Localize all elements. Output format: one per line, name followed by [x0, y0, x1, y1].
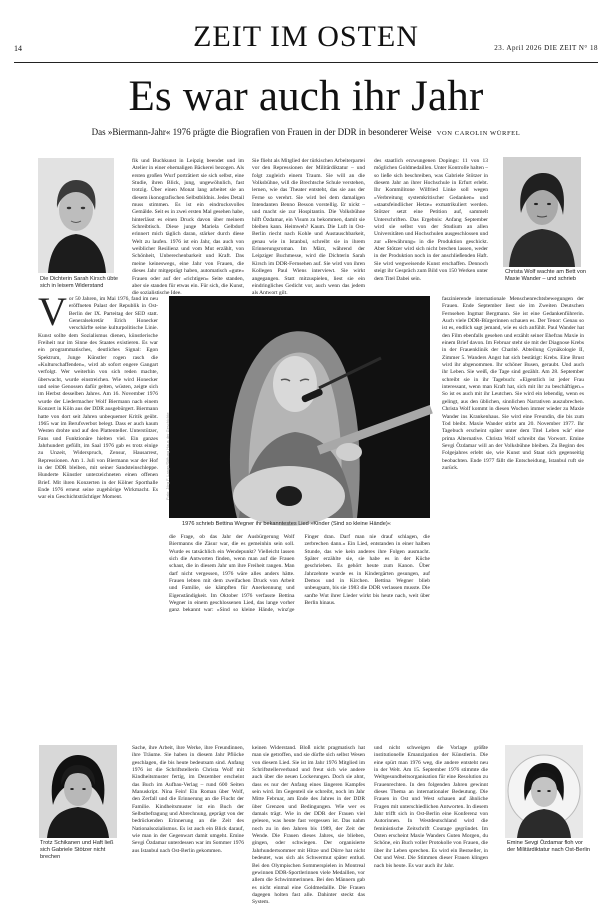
photo-bettina-wegner — [169, 296, 430, 518]
drop-cap: V — [38, 289, 67, 334]
paragraph: fik und Buchkunst in Leipzig beendet und im Atelier in einer ehemaligen Bäckerei bezogen. Als ersten großen Wurf porträtiert sie sich selbst, eine Studie, ihren Blick, jung, ungewöhnlich, fast trotzig. Über einen Monat lang arbeitet sie an diesem ikonografischen Selbstbildnis. Jedes Detail muss stimmen. Es ist ein eindrucksvolles Gemälde. Seit es in zwei ersten Mal gesehen habe, hinterlässt es einen Druck davon über meinem Schreibtisch. Diese junge Mariela Gelbdorf erinnert mich täglich daran, stärker durch diese Welt zu laufen. 1976 ist ein Jahr, das auch von weiblicher Resilienz und vom Mut erzählt, von Schönheit, Unberechenbarkeit und Kraft. Das meine keineswegs, eine Jahr von Frauen, die dieses Jahr mitgeprägt haben, automatisch »gute« Frauen oder auf der »richtigen« Seite standen, aber sie standen für etwas ein. Für sich, die Kunst, die sozialistische Idee. — [132, 158, 244, 297]
paragraph: Sie flieht als Mitglied der türkischen Arbeiterpartei vor den Repressionen der Militärdiktatur – und folgt zugleich einem Traum. Sie will an die Volksbühne, will die Brechtsche Schule verstehen, lernen, wie das Theater entsteht, das sie aus der Ferne so verehrt. Sie wird bei dem damaligen Intendanten Benno Besson vorstellig. Er nickt – und macht sie zur Hospitantin. Die Volksbühne hilft Özdamar, ein Visum zu bekommen, damit sie bleiben kann. Heimweh? Kaum. Die Luft in Ost-Berlin riecht nach Kohle und Austauschbarkeit, genau wie in Istanbul, schreibt sie in ihrem Erinnerungsroman. Im März, während der Leipziger Buchmesse, wird die Dichterin Sarah Kirsch im DDR-Fernsehen auf. Sie wird von ihren Kollegen Paul Wiens interviewt. Sie wirkt angegangen. Statt mitzuspielen, liest sie ein eindringliches Gedicht vor, auch wenn das jedem als Antwort gilt. — [252, 158, 365, 297]
text-column-bottom-1 — [132, 745, 244, 861]
headline: Es war auch ihr Jahr — [128, 73, 484, 120]
section-title: ZEIT IM OSTEN — [193, 20, 419, 53]
portrait-sarah-kirsch — [38, 158, 114, 273]
portrait-gabriele-stoetzer — [39, 745, 117, 838]
paragraph: die Frage, ob das Jahr der Ausbürgerung Wolf Biermanns die Zäsur war, die es gemeinhin sein soll. Wurde es tatsächlich ein Wendepunkt? Vielleicht lassen sich die Antworten finden, wenn man auf die Frauen schaut, die in diesem Jahr um ihre Freiheit rangen. Man darf nicht vergessen, 1976 wäre alles anders hätte. Frauen lebten mit dem zweifachen Druck von Arbeit und Familie, sie kämpften für Anerkennung und Eigenständigkeit. Im Oktober 1976 verfasste Bettina Wegner in einem geschlossenen Lied, das lange vorher ganz bekannt war: »Sind so kleine Hände, winz'ge Finger dran. Darf man nie drauf schlagen, die zerbrechen dann.« Ein Lied, entstanden in einer halben Stunde, das wie kein anderes ihre Folgen ausmacht. Später erzählte sie, sie habe es in der Küche geschrieben. Es gehört heute zum Kanon. Über Jahrzehnte wurde es in Kindergärten gesungen, auf Demos und in Kirchen. Bettina Wegner blieb unbeugsam, bis sie 1983 die DDR verlassen musste. Die sanfte Wut ihrer Lieder wirkt bis heute nach, weit über Berlin hinaus. — [169, 534, 430, 614]
text-column-top-1 — [132, 158, 244, 297]
paragraph: keinen Widerstand. Bloß nicht pragmatisch hat man sie getroffen, und sie dürfte sich selbst Wesen von diesem Lied. Sie ist im Jahr 1976 Mitglied im Schriftstellerverband und freut sich wie andere auch über die neuen Lockerungen. Doch sie ahnt, dass es nur der Anfang eines längeren Kampfes sein wird. Im Gegenteil sie schreibt, noch im Jahr Mitte Februar, am Ende des Jahres in der DDR über Grenzen und Bedingungen. Wie wer es damals trägt. Wie in der DDR der Frauen viel gelesen, was heute fast vergessen ist. Das nahm noch zu in den Jahren bis 1989, der Zeit der Wende. Die Frauen dieses Jahres, sie blieben, gingen, oder schwiegen. Der organisierte Jahrhundertsommer mit Hitze und Dürre hat nicht bedeutet, was sich als Schwermut später entlud. Bei den Olympischen Sommerspielen in Montreal gewinnen DDR-Sportlerinnen viele Medaillen, vor allem die Schwimmerinnen. Bei den Männern gab es nicht einmal eine Goldmedaille. Die Frauen dagegen holten fast alle. Dahinter steckt das System. — [252, 745, 365, 906]
portrait-christa-wolf — [503, 157, 581, 267]
text-column-right — [442, 296, 584, 748]
paragraph: und nicht schweigen die Vorlage größte institutionelle Emanzipation der Künstlerin. Die eine spürt man 1976 weg, die andere entsteht neu in der Welt. Am 15. September 1976 stimmte die Weltgesundheitsorganisation für eine Resolution zu Frauenrechten. In den folgenden Jahren gewinnt dieses Thema an internationaler Bedeutung. Die Frauen in Ost und West schauen auf ähnliche Fragen mit unterschiedlichen Antworten. In diesem Jahr trifft sich in Ost-Berlin eine Konferenz von Autorinnen. In Westdeutschland wird die feministische Zeitschrift Courage gegründet. Im Osten erscheint Maxie Wanders Guten Morgen, du Schöne, ein Buch voller Protokolle von Frauen, die über ihr Leben sprechen. Es wird ein Bestseller, in Ost und West. Die Stimmen dieser Frauen klingen nach bis heute. Es war auch ihr Jahr. — [374, 745, 488, 869]
page-number: 14 — [14, 44, 22, 53]
header-rule — [14, 62, 598, 63]
caption-sarah-kirsch: Die Dichterin Sarah Kirsch übte sich in leisem Widerstand — [40, 276, 119, 289]
portrait-sarah-kirsch-image — [38, 158, 114, 273]
caption-gabriele-stoetzer: Trotz Schikanen und Haft ließ sich Gabriele Stötzer nicht brechen — [40, 840, 114, 860]
photo-bettina-wegner-image — [169, 296, 430, 518]
portrait-emine-sevgi-oezdamar-image — [505, 745, 583, 838]
byline: VON CAROLIN WÜRFEL — [436, 130, 521, 137]
text-column-under-photo — [169, 534, 430, 740]
paragraph: Sache, ihre Arbeit, ihre Werke, ihre Freundinnen, ihre Träume. Sie haben in diesem Jahr Pflöcke geschlagen, die bis heute bedeutsam sind. Anfang 1976 ist die Schriftstellerin Christa Wolf mit Kindheitsmuster fertig, im Dezember erscheint das Buch im Aufbau-Verlag – rund 600 Seiten Manuskript. Nina Fein! Ein Roman über Wolf, den Zerfall und die Erinnerung an die Flucht der Familie. Kindheitsmuster ist ein Buch der Selbstbefragung und Abrechnung, geprägt von der bedrückenden Erinnerung an die Zeit des Nationalsozialismus. Es ist auch ein Blick darauf, wie man in der Gegenwart damit umgeht. Emine Sevgi Özdamar unterdessen war im Sommer 1976 aus Istanbul nach Ost-Berlin gekommen. — [132, 745, 244, 854]
dek-text: Das »Biermann-Jahr« 1976 prägte die Biografien von Frauen in der DDR in besonderer Weise — [91, 127, 432, 137]
text-column-bottom-2 — [252, 745, 365, 906]
text-column-bottom-3 — [374, 745, 488, 869]
text-column-lead — [38, 289, 158, 748]
portrait-emine-sevgi-oezdamar — [505, 745, 583, 838]
paragraph: des staatlich erzwungenen Dopings: 11 von 13 möglichen Goldmedaillen. Unter Kontrolle halten – so ließe sich beschreiben, was Gabriele Stötzer in diesem Jahr an ihrer Hochschule in Erfurt erlebt. Ihr Kommilitone Wilfried Linke soll wegen »Verbreitung systemkritischer Gedanken« und »staatsfeindlicher Hetze« exmatrikuliert werden. Stötzer setzt eine Petition auf, sammelt Unterschriften. Das Ergebnis: Anfang September wird sie selbst von der Studium an allen Universitäten und Hochschulen ausgeschlossen und zur »Bewährung« in die Produktion geschickt. Aber Stötzer wird sich nicht brechen lassen, weder in der Produktion noch in der anschließenden Haft. Sie wird wegweisende Kunst erschaffen. Dennoch steigt ihr Gespräch zum Bild von 150 Werken unter dem Titel Dabei sein. — [374, 158, 488, 282]
text-column-top-3 — [374, 158, 488, 280]
paragraph: or 50 Jahren, im Mai 1976, fand im neu eröffneten Palast der Republik in Ost-Berlin der IX. Parteitag der SED statt. Generalsekretär Erich Honecker verschärfte seine kulturpolitische Linie. Kunst sollte dem Sozialismus dienen, künstlerische Freiheit nur im Sinne des Staates existieren. Es war ein programmatisches, deutliches Signal: Egon Spektrum, Junge Künstler rogen rasch die »Kulturschaffenden«, wird ab sofort engere Gangart verfolgt. Wer weiterhin von sich reden machte, überwacht, wurde einstreichen. Wie wird Honecker und seine Genossen dafür gelten, wüsten, zeigte sich im Herbst desselben Jahres. Am 16. November 1976 wurde der Liedermacher Wolf Biermann nach einem Konzert in Köln aus der DDR ausgebürgert. Biermann hatte von dort seit Jahren unbequemer Kritik geübt. 1965 war im Berufsverbot belegt. Dass er auch kaum Westen drohte und auf den Plattenteller. Unterstützer, Fans und Funktionäre hielten viel. Ein ganzes Jahrhundert gefüllt, im Saal 1976 gab es trotz einige zu Unzeit, Widerspruch, Zensur, Hausarrest, Repressionen. Am 1. Juli von Biermann war der Hof in der DDR bleiben, mit seiner Sandsteinschleppe. Hunderte Künstler unterzeichneten einen offenen Brief. Mit ihren Konzerten in der Kölner Sporthalle Ende 1976 erneut seine zugehörige Wirkmacht. Es war ein Geschichtsträchtiger Moment. — [38, 296, 158, 501]
caption-emine-sevgi-oezdamar: Emine Sevgi Özdamar floh vor der Militärdiktatur nach Ost-Berlin — [507, 840, 591, 853]
masthead — [14, 20, 598, 60]
issue-line: 23. April 2026 DIE ZEIT N° 18 — [494, 44, 598, 52]
text-column-top-2 — [252, 158, 365, 297]
portrait-christa-wolf-image — [503, 157, 581, 267]
caption-christa-wolf: Christa Wolf wachte am Bett von Maxie Wander – und schrieb — [505, 269, 587, 282]
photo-credit: Foto: Jörg F. Lange/Stiftung Haus der Geschichte — [165, 412, 170, 500]
dek — [0, 127, 612, 137]
caption-bettina-wegner: 1976 schrieb Bettina Wegner ihr bekanntestes Lied »Kinder (Sind so kleine Hände)« — [182, 521, 391, 527]
portrait-gabriele-stoetzer-image — [39, 745, 117, 838]
paragraph: faszinierende internationale Menschenrechtsbewegungen der Frauen. Ende September liest sie im Zweiten Deutschen Fernsehen Ingmar Bergmann. Sie ist eine Gedankenführerin. Auch viele DDR-Bürgerinnen schauen es. Der Tenor: Genau so ist es, endlich sagt jemand, wie es sich anfühlt. Paul Wander hat den Film ebenfalls gesehen und erzählt seiner Ehefrau Maxie in einem Brief davon. Im Februar steht sie mit der Diagnose Krebs in der Frauenklinik der Charité. Abteilung Gynäkologie II, Zimmer 5. Wanders Angst hat sich bestätigt: Krebs. Eine Brust wird ihr abgenommen. Ihr schöner Busen, geraubt. Und auch ihr Leben. Sie weiß, die Tage sind gezählt. Am 28. September schreibt sie in ihr Tagebuch: »Eigentlich ist jeder Frau interessant, wenn man Kraft hat, sich mit ihr zu beschäftigen.« So ist es auch mit ihr Leutchen. Sie wird ein lebendig, wenn es gelingt, aus den üblichen, sinnlichen Narrativen auszubrechen. Christa Wolf kommt in diesen Wochen immer wieder zu Maxie Wander ins Krankenhaus. Sie wird eine Freundin, die bis zum Tod bleibt. Maxie Wander stirbt am 20. November 1977. Ihr Tagebuch erscheint später unter dem Titel Leben wär' eine prima Alternative. Christa Wolf schreibt das Vorwort. Emine Sevgi Özdamar will an der Volksbühne bleiben. Zu Beginn des Folgejahres erlebt sie, wie Kunst und Staat sich gegenseitig beobachten. Ende 1977 fällt die Entscheidung, Istanbul ruft sie zurück. — [442, 296, 584, 471]
